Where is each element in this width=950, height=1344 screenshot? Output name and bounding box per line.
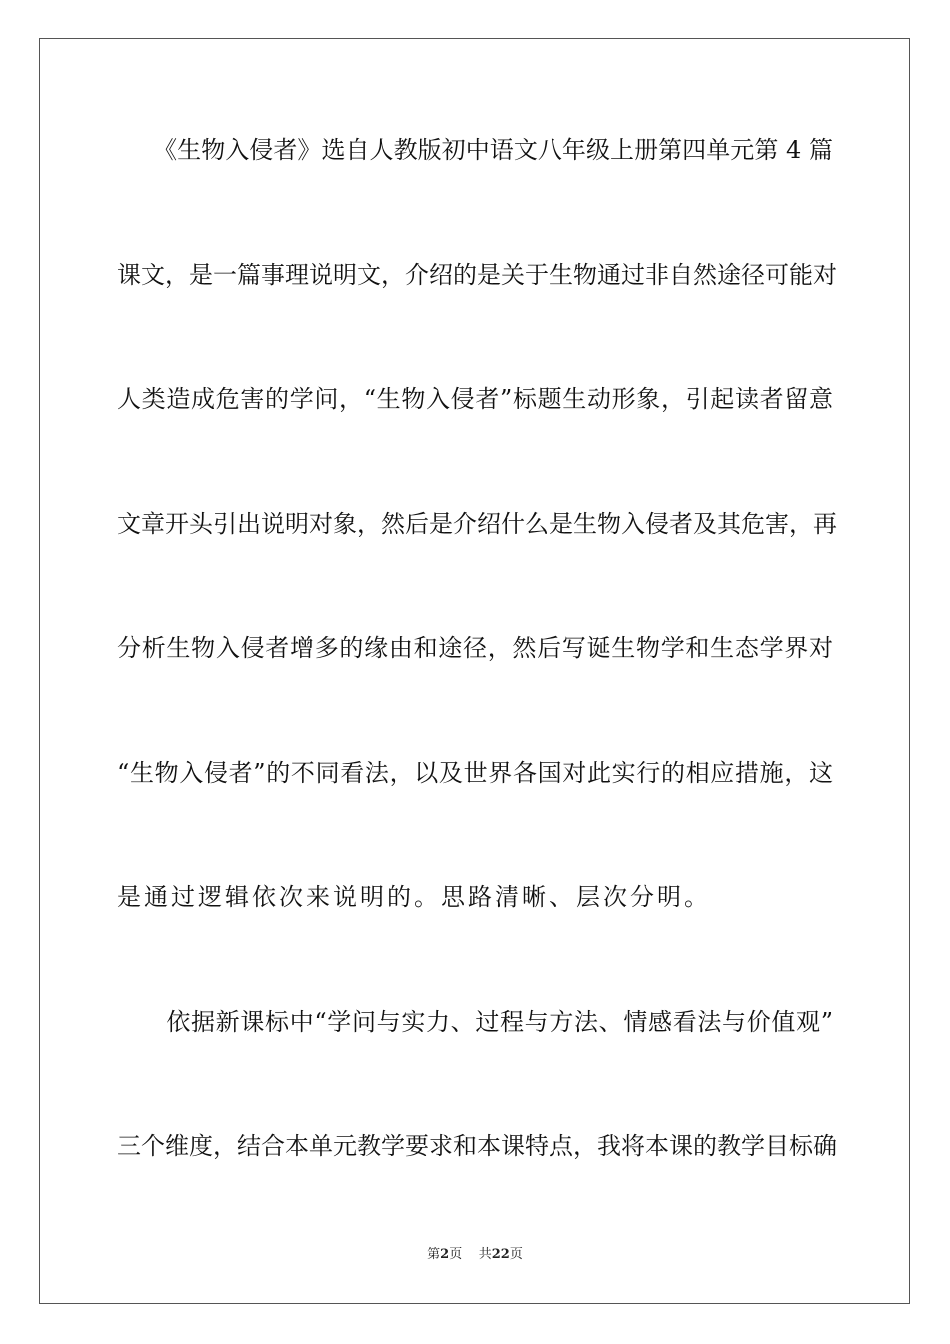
text-line: 分析生物入侵者增多的缘由和途径，然后写诞生物学和生态学界对 bbox=[117, 634, 833, 662]
text-line: 课文，是一篇事理说明文，介绍的是关于生物通过非自然途径可能对 bbox=[117, 261, 837, 289]
text-line: 依据新课标中“学问与实力、过程与方法、情感看法与价值观” bbox=[117, 1008, 833, 1036]
text-line: 人类造成危害的学问，“生物入侵者”标题生动形象，引起读者留意 bbox=[117, 385, 833, 413]
text-line: 是通过逻辑依次来说明的。思路清晰、层次分明。 bbox=[117, 883, 711, 911]
page-suffix: 页 bbox=[449, 1247, 463, 1262]
text-line: 三个维度，结合本单元教学要求和本课特点，我将本课的教学目标确 bbox=[117, 1132, 837, 1160]
total-suffix: 页 bbox=[509, 1247, 523, 1262]
page-border bbox=[39, 38, 910, 1304]
page-prefix: 第 bbox=[427, 1247, 441, 1262]
page-footer bbox=[0, 1245, 950, 1265]
text-line: “生物入侵者”的不同看法，以及世界各国对此实行的相应措施，这 bbox=[117, 759, 833, 787]
total-prefix: 共 bbox=[478, 1247, 492, 1262]
text-line: 文章开头引出说明对象，然后是介绍什么是生物入侵者及其危害，再 bbox=[117, 510, 837, 538]
text-line: 《生物入侵者》选自人教版初中语文八年级上册第四单元第 4 篇 bbox=[117, 136, 833, 164]
total-pages: 22 bbox=[491, 1247, 510, 1262]
page-number: 2 bbox=[440, 1247, 450, 1262]
